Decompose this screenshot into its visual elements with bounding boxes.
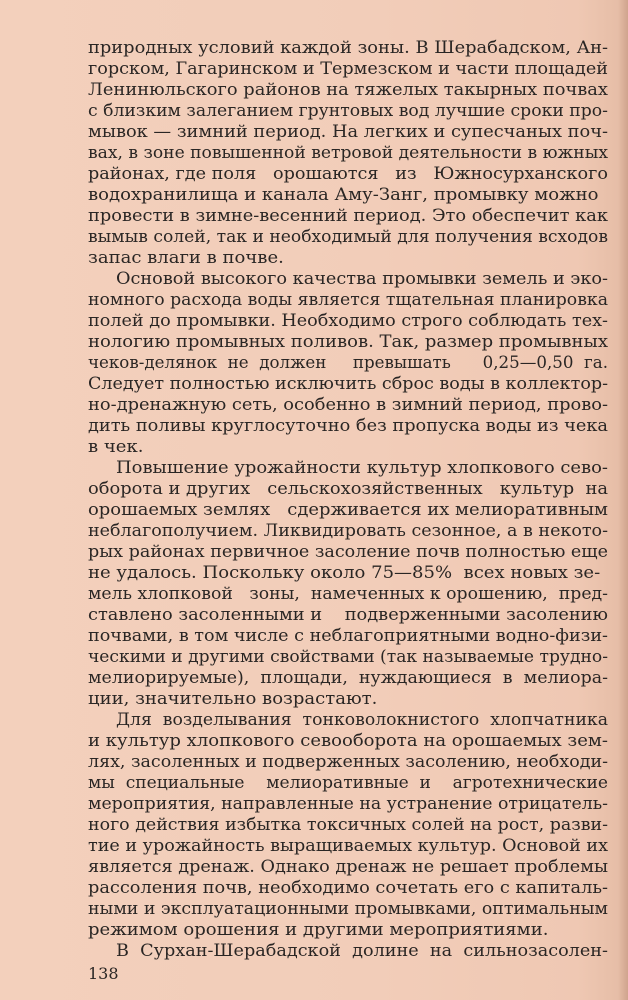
text-line: и культур хлопкового севооборота на орошаемых зем- bbox=[88, 731, 608, 751]
text-line: неблагополучием. Ликвидировать сезонное, а в некото- bbox=[88, 521, 608, 541]
page-edge-shadow bbox=[618, 0, 628, 1000]
text-line: Повышение урожайности культур хлопкового сево- bbox=[116, 458, 608, 478]
text-line: оборота и других сельскохозяйственных культур на bbox=[88, 479, 608, 499]
text-line: вымыв солей, так и необходимый для получения всходов bbox=[88, 227, 608, 247]
text-line: мы специальные мелиоративные и агротехнические bbox=[88, 773, 609, 793]
text-line: нологию промывных поливов. Так, размер промывных bbox=[88, 332, 608, 352]
text-line: но-дренажную сеть, особенно в зимний период, прово- bbox=[88, 395, 608, 415]
text-line: вах, в зоне повышенной ветровой деятельности в южных bbox=[88, 143, 608, 163]
text-line: мывок — зимний период. На легких и супесчаных поч- bbox=[88, 122, 608, 142]
text-line: режимом орошения и другими мероприятиями. bbox=[88, 920, 549, 940]
text-line: полей до промывки. Необходимо строго соблюдать тех- bbox=[88, 311, 608, 331]
text-line: почвами, в том числе с неблагоприятными водно-физи- bbox=[88, 626, 608, 646]
text-line: горском, Гагаринском и Термезском и части площадей bbox=[88, 59, 608, 79]
text-line: ного действия избытка токсичных солей на рост, разви- bbox=[88, 815, 608, 835]
text-line: Следует полностью исключить сброс воды в коллектор- bbox=[88, 374, 608, 394]
page-number: 138 bbox=[88, 964, 119, 983]
text-line: водохранилища и канала Аму-Занг, промывку можно bbox=[88, 185, 599, 205]
text-line: ции, значительно возрастают. bbox=[88, 689, 378, 709]
text-line: является дренаж. Однако дренаж не решает проблемы bbox=[88, 857, 608, 877]
text-line: запас влаги в почве. bbox=[88, 248, 284, 268]
text-line: с близким залеганием грунтовых вод лучшие сроки про- bbox=[88, 101, 608, 121]
text-line: чеков-делянок не должен превышать 0,25—0,50 га. bbox=[88, 353, 608, 373]
text-line: в чек. bbox=[88, 437, 144, 457]
text-line: не удалось. Поскольку около 75—85% всех новых зе- bbox=[88, 563, 601, 583]
text-line: ставлено засоленными и подверженными засолению bbox=[88, 605, 608, 625]
text-line: Для возделывания тонковолокнистого хлопчатника bbox=[116, 710, 608, 730]
text-line: рых районах первичное засоление почв полностью еще bbox=[88, 542, 608, 562]
text-line: мель хлопковой зоны, намеченных к орошению, пред- bbox=[88, 584, 608, 604]
text-line: природных условий каждой зоны. В Шерабадском, Ан- bbox=[88, 38, 608, 58]
text-line: В Сурхан-Шерабадской долине на сильнозасолен- bbox=[116, 941, 608, 961]
text-line: орошаемых землях сдерживается их мелиоративным bbox=[88, 500, 608, 520]
text-line: номного расхода воды является тщательная планировка bbox=[88, 290, 608, 310]
text-line: районах, где поля орошаются из Южносурханского bbox=[88, 164, 608, 184]
text-line: ными и эксплуатационными промывками, оптимальным bbox=[88, 899, 608, 919]
text-line: провести в зимне-весенний период. Это обеспечит как bbox=[88, 206, 608, 226]
text-line: мероприятия, направленные на устранение отрицатель- bbox=[88, 794, 608, 814]
text-line: Ленинюльского районов на тяжелых такырных почвах bbox=[88, 80, 608, 100]
text-line: ческими и другими свойствами (так называемые трудно- bbox=[88, 647, 608, 667]
text-line: Основой высокого качества промывки земель и эко- bbox=[116, 269, 608, 289]
text-line: тие и урожайность выращиваемых культур. Основой их bbox=[88, 836, 608, 856]
text-line: мелиорируемые), площади, нуждающиеся в мелиора- bbox=[88, 668, 608, 688]
text-line: дить поливы круглосуточно без пропуска воды из чека bbox=[88, 416, 608, 436]
text-line: рассоления почв, необходимо сочетать его с капиталь- bbox=[88, 878, 608, 898]
text-line: лях, засоленных и подверженных засолению, необходи- bbox=[88, 752, 608, 772]
